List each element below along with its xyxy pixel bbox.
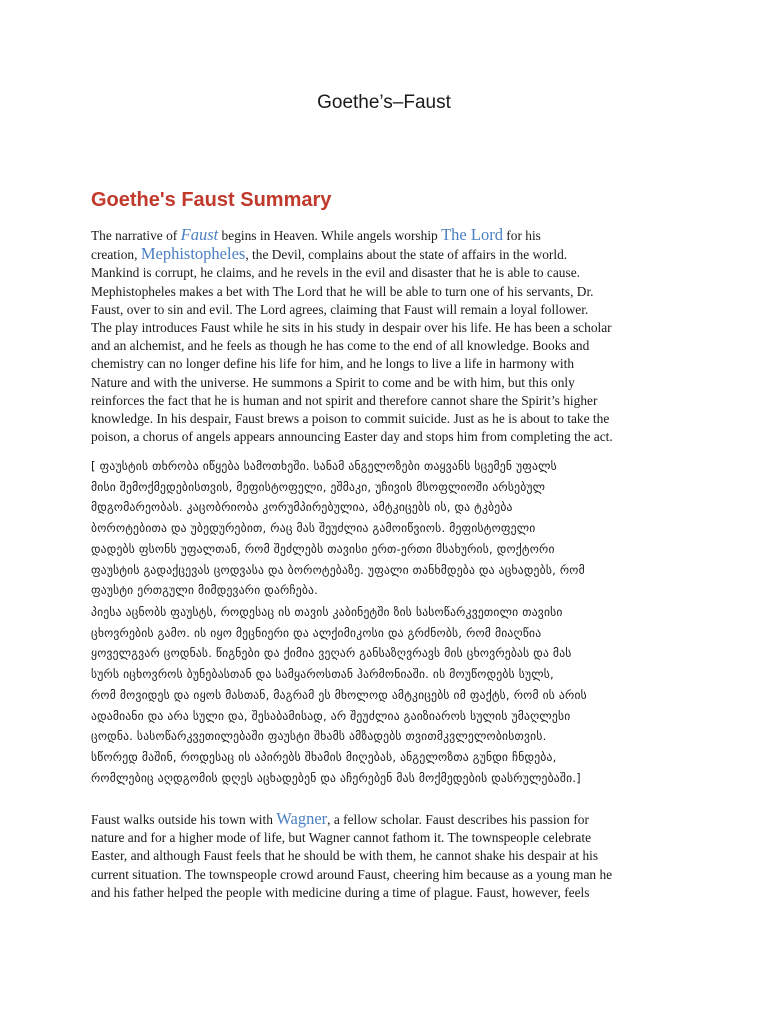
text-line: and an alchemist, and he feels as though he has come to the end of all knowledge. Books and [91, 338, 590, 354]
section-heading: Goethe's Faust Summary [91, 189, 332, 211]
text-line: ფაუსტის გადაქცევას ცოდვასა და ბოროტებაზე. უფალი თანხმდება და აცხადებს, რომ [91, 562, 585, 577]
paragraph-english-intro [91, 226, 691, 446]
text-segment: creation, [91, 247, 141, 263]
text-segment: The narrative of [91, 228, 181, 243]
paragraph-english-wagner [91, 810, 691, 902]
link-the-lord[interactable]: The Lord [441, 225, 503, 244]
text-line: მდგომარეობას. კაცობრიობა კორუმპირებულია, ამტკიცებს ის, და ტკბება [91, 500, 513, 515]
text-line: რომ მოვიდეს და იყოს მასთან, მაგრამ ეს მხოლოდ ამტკიცებს იმ ფაქტს, რომ ის არის [91, 687, 587, 702]
text-line: current situation. The townspeople crowd around Faust, cheering him because as a young man he [91, 866, 613, 882]
text-line [91, 810, 691, 829]
text-line: Nature and with the universe. He summons a Spirit to come and be with him, but this only [91, 374, 575, 390]
text-line: ფაუსტი ერთგული მიმდევარი დარჩება. [91, 583, 319, 598]
text-line: დადებს ფსონს უფალთან, რომ შეძლებს თავისი ერთ-ერთი მსახურის, დოქტორი [91, 541, 555, 556]
text-line: The play introduces Faust while he sits in his study in despair over his life. He has been a scholar [91, 320, 612, 336]
text-line: chemistry can no longer define his life for him, and he longs to live a life in harmony with [91, 356, 575, 372]
document-title: Goethe’s–Faust [317, 92, 451, 113]
text-line: მისი შემოქმედებისთვის, მეფისტოფელი, ეშმაკი, უჩივის მსოფლიოში არსებულ [91, 479, 546, 494]
text-line [91, 226, 691, 245]
text-segment: , a fellow scholar. Faust describes his passion for [327, 812, 589, 827]
text-line: პიესა აცნობს ფაუსტს, როდესაც ის თავის კაბინეტში ზის სასოწარკვეთილი თავისი [91, 605, 563, 619]
text-line [91, 245, 691, 264]
text-line: ცხოვრების გამო. ის იყო მეცნიერი და ალქიმიკოსი და გრძნობს, რომ მიაღწია [91, 625, 542, 640]
text-line: Mephistopheles makes a bet with The Lord that he will be able to turn one of his servants, Dr. [91, 283, 594, 299]
text-line: [ ფაუსტის თხრობა იწყება სამოთხეში. სანამ ანგელოზები თაყვანს სცემენ უფალს [91, 459, 557, 473]
text-segment: for his [502, 228, 541, 243]
text-line: სურს იცხოვროს ბუნებასთან და სამყაროსთან ჰარმონიაში. ის მოუწოდებს სულს, [91, 667, 554, 682]
text-segment: , the Devil, complains about the state of affairs in the world. [245, 247, 568, 263]
text-line: poison, a chorus of angels appears announcing Easter day and stops him from completing the act. [91, 429, 613, 445]
link-wagner[interactable]: Wagner [276, 809, 328, 828]
text-segment: Faust walks outside his town with [91, 812, 277, 827]
text-line: ადამიანი და არა სული და, შესაბამისად, არ შეუძლია გაიზიაროს სულის უმაღლესი [91, 708, 571, 723]
link-faust[interactable]: Faust [180, 225, 219, 244]
text-line: ბოროტებითა და უბედურებით, რაც მას შეუძლია გამოიწვიოს. მეფისტოფელი [91, 521, 536, 536]
text-line: სწორედ მაშინ, როდესაც ის აპირებს შხამის მიღებას, ანგელოზთა გუნდი ჩნდება, [91, 749, 557, 764]
text-line: Mankind is corrupt, he claims, and he revels in the evil and disaster that he is able to cause. [91, 265, 580, 281]
text-line: and his father helped the people with medicine during a time of plague. Faust, however, feels [91, 884, 590, 900]
text-line: nature and for a higher mode of life, but Wagner cannot fathom it. The townspeople celebrate [91, 830, 592, 846]
link-mephistopheles[interactable]: Mephistopheles [140, 244, 246, 264]
text-line: knowledge. In his despair, Faust brews a poison to commit suicide. Just as he is about to take the [91, 411, 610, 427]
text-segment: begins in Heaven. While angels worship [218, 228, 442, 243]
text-line: რომლებიც აღდგომის დღეს აცხადებენ და აჩერებენ მას მოქმედების დასრულებაში.] [91, 770, 581, 785]
text-line: Easter, and although Faust feels that he should be with them, he cannot shake his despair at his [91, 848, 599, 864]
text-line: ცოდნა. სასოწარკვეთილებაში ფაუსტი შხამს ამზადებს თვითმკვლელობისთვის. [91, 729, 547, 744]
text-line: Faust, over to sin and evil. The Lord agrees, claiming that Faust will remain a loyal follower. [91, 301, 589, 317]
paragraph-georgian-translation-2 [91, 602, 691, 788]
text-line: reinforces the fact that he is human and not spirit and therefore cannot share the Spirit’s higher [91, 392, 598, 408]
text-line: ყოველგვარ ცოდნას. წიგნები და ქიმია ვეღარ განსაზღვრავს მის ცხოვრებას და მას [91, 646, 572, 661]
paragraph-georgian-translation-1 [91, 456, 691, 601]
